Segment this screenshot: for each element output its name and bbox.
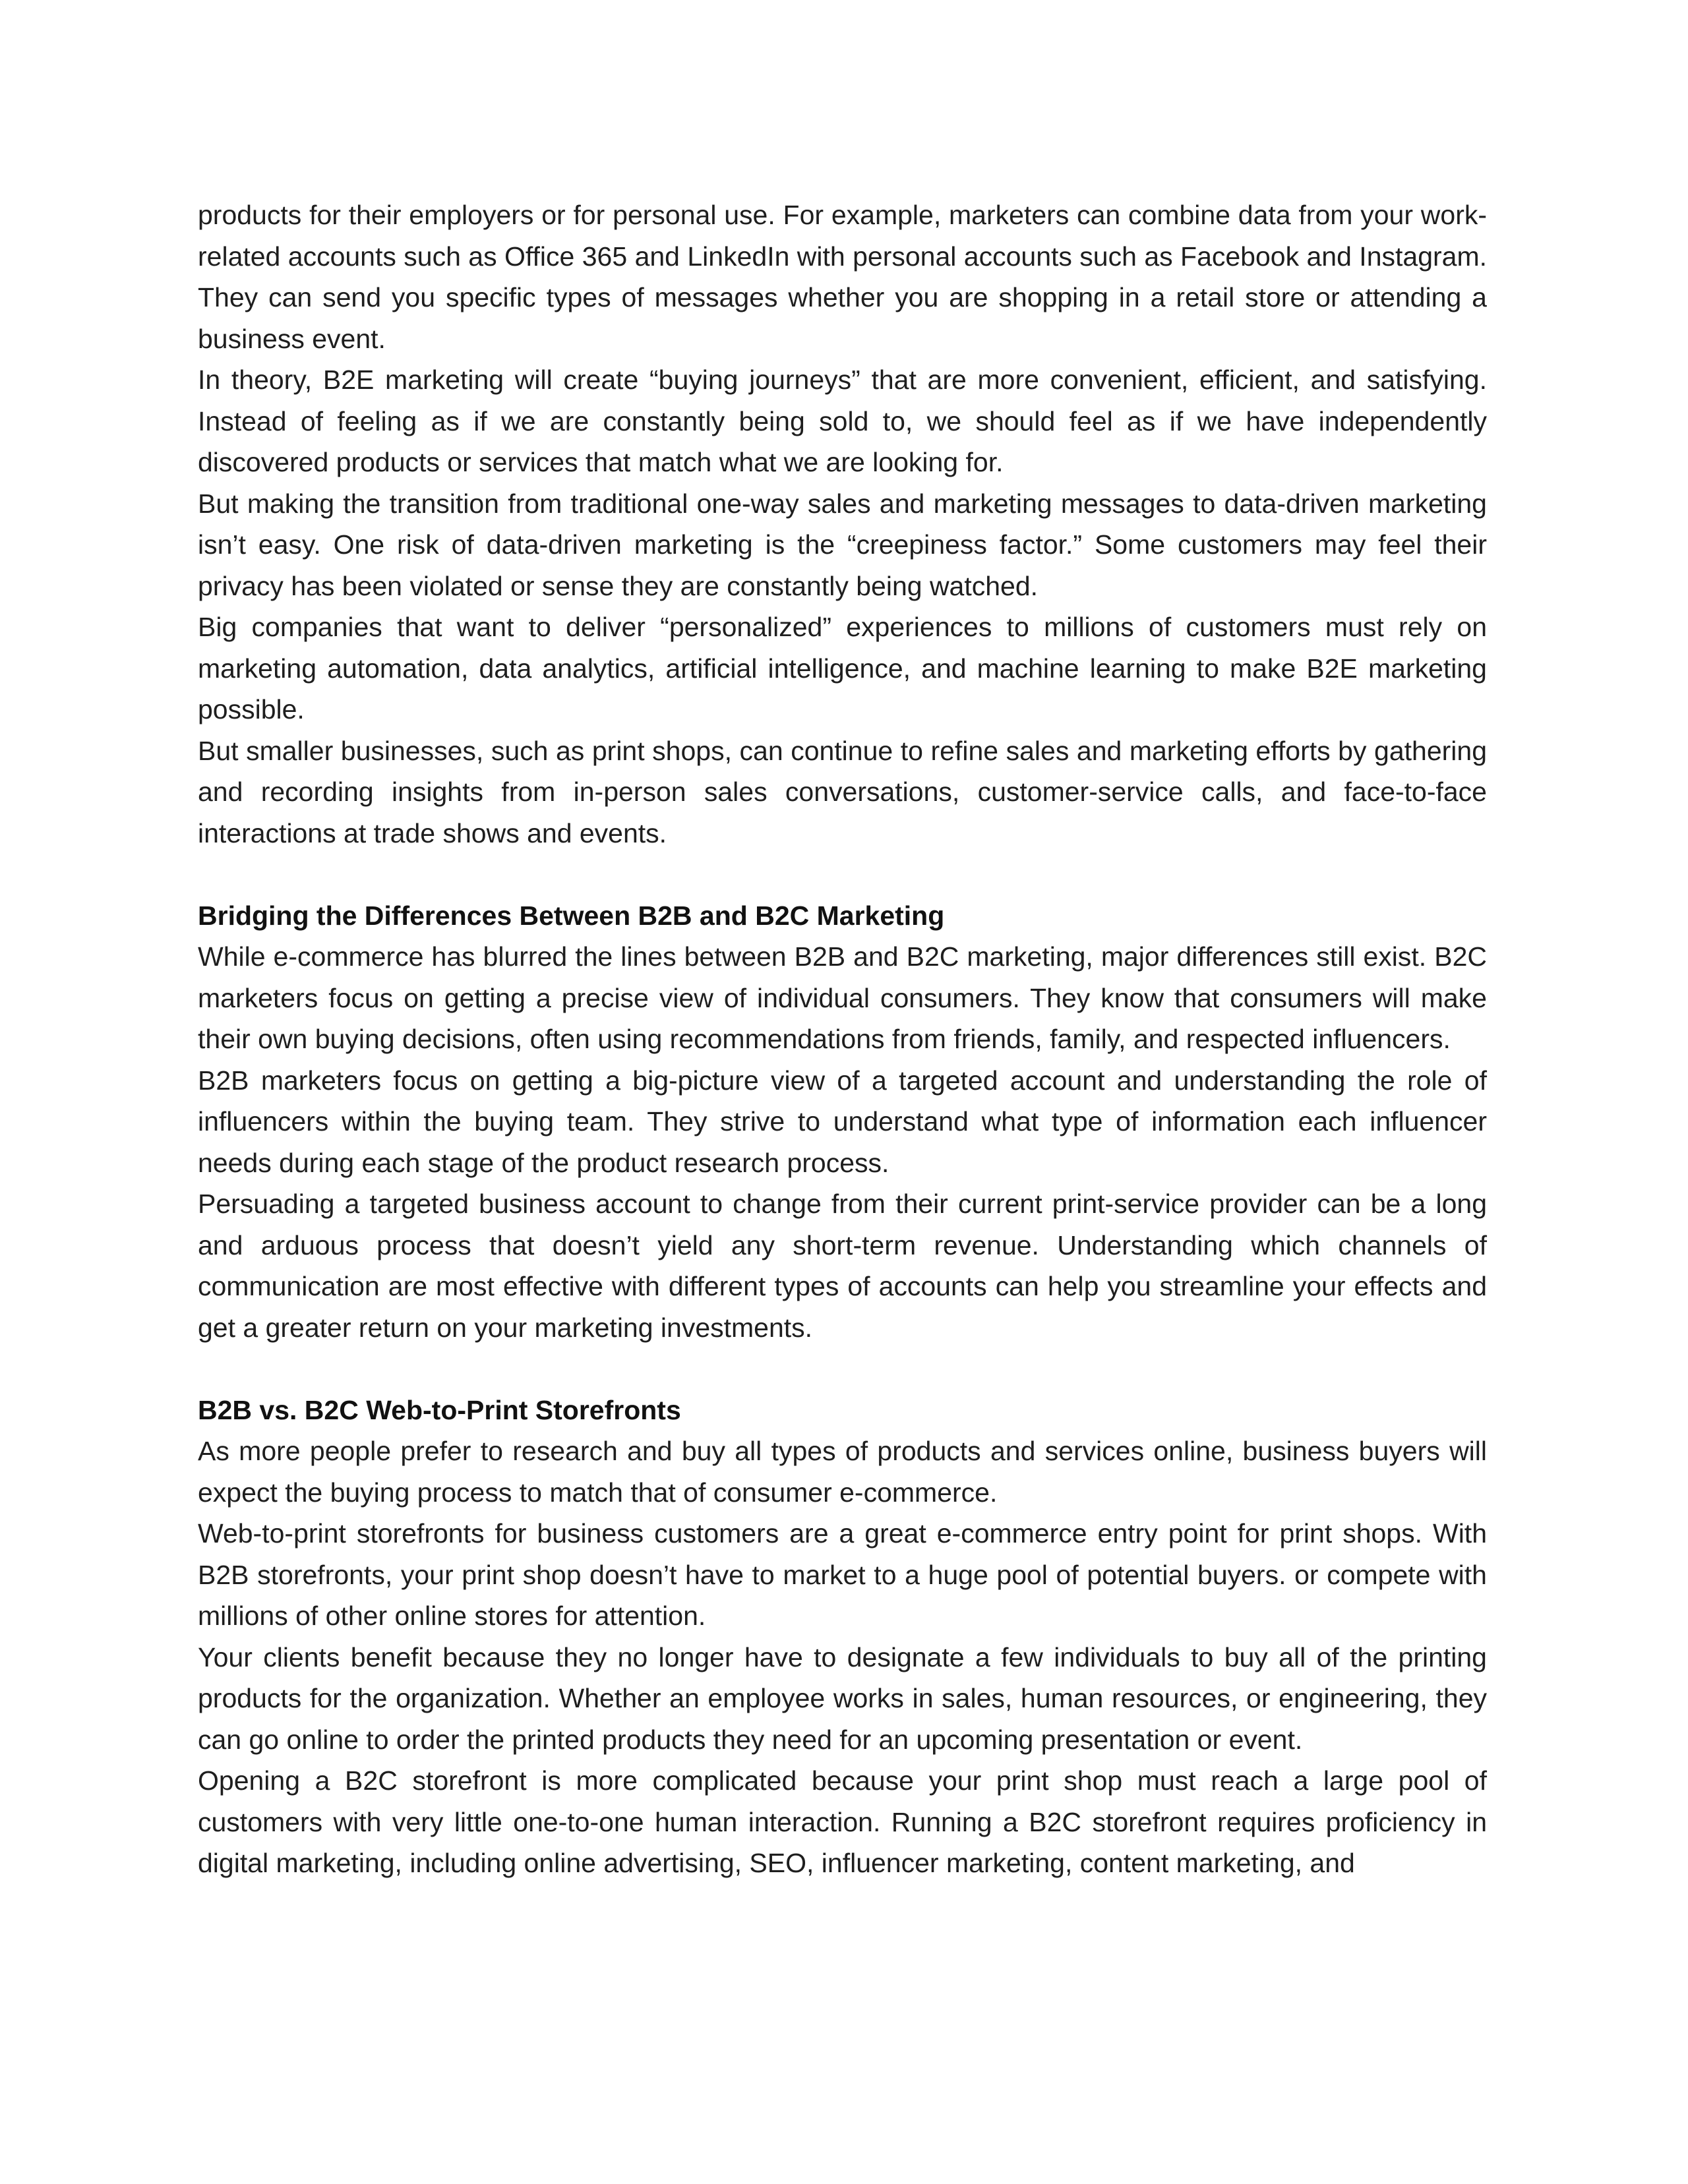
paragraph: products for their employers or for personal use. For example, marketers can combine data from your work-related accounts such as Office 365 and LinkedIn with personal accounts such as Facebook and Instagram. They can send you specific types of messages whether you are shopping in a retail store or attending a business event. (198, 200, 1487, 354)
paragraph: B2B marketers focus on getting a big-picture view of a targeted account and understanding the role of influencers within the buying team. They strive to understand what type of information each influencer needs during each stage of the product research process. (198, 1065, 1487, 1178)
paragraph: Web-to-print storefronts for business customers are a great e-commerce entry point for print shops. With B2B storefronts, your print shop doesn’t have to market to a huge pool of potential buyers. or compete with millions of other online stores for attention. (198, 1518, 1487, 1631)
blank-line (198, 1348, 1487, 1390)
section-heading: Bridging the Differences Between B2B and B2C Marketing (198, 900, 945, 931)
paragraph: But smaller businesses, such as print shops, can continue to refine sales and marketing efforts by gathering and recording insights from in-person sales conversations, customer-service calls, and face-to-face interactions at trade shows and events. (198, 735, 1487, 848)
section-bridging-differences (198, 895, 1487, 1349)
paragraph: Persuading a targeted business account to change from their current print-service provider can be a long and arduous process that doesn’t yield any short-term revenue. Understanding which channels of communication are most effective with different types of accounts can help you streamline your effects and get a greater return on your marketing investments. (198, 1189, 1487, 1343)
blank-line (198, 854, 1487, 895)
section-storefronts (198, 1390, 1487, 1884)
section-heading: B2B vs. B2C Web-to-Print Storefronts (198, 1394, 681, 1425)
section-b2e-marketing (198, 194, 1487, 854)
paragraph: Your clients benefit because they no longer have to designate a few individuals to buy all of the printing products for the organization. Whether an employee works in sales, human resources, or engineering, they can go online to order the printed products they need for an upcoming presentation or event. (198, 1641, 1487, 1755)
paragraph: While e-commerce has blurred the lines between B2B and B2C marketing, major differences still exist. B2C marketers focus on getting a precise view of individual consumers. They know that consumers will make their own buying decisions, often using recommendations from friends, family, and respected influencers. (198, 941, 1487, 1054)
paragraph: Big companies that want to deliver “personalized” experiences to millions of customers must rely on marketing automation, data analytics, artificial intelligence, and machine learning to make B2E marketing possible. (198, 612, 1487, 724)
paragraph: Opening a B2C storefront is more complicated because your print shop must reach a large pool of customers with very little one-to-one human interaction. Running a B2C storefront requires proficiency in digital marketing, including online advertising, SEO, influencer marketing, content marketing, and (198, 1765, 1487, 1878)
paragraph: In theory, B2E marketing will create “buying journeys” that are more convenient, efficient, and satisfying. Instead of feeling as if we are constantly being sold to, we should feel as if we have independently discovered products or services that match what we are looking for. (198, 365, 1487, 477)
document-page (198, 194, 1487, 1884)
paragraph: As more people prefer to research and buy all types of products and services online, business buyers will expect the buying process to match that of consumer e-commerce. (198, 1436, 1487, 1508)
paragraph: But making the transition from traditional one-way sales and marketing messages to data-driven marketing isn’t easy. One risk of data-driven marketing is the “creepiness factor.” Some customers may feel their privacy has been violated or sense they are constantly being watched. (198, 488, 1487, 601)
